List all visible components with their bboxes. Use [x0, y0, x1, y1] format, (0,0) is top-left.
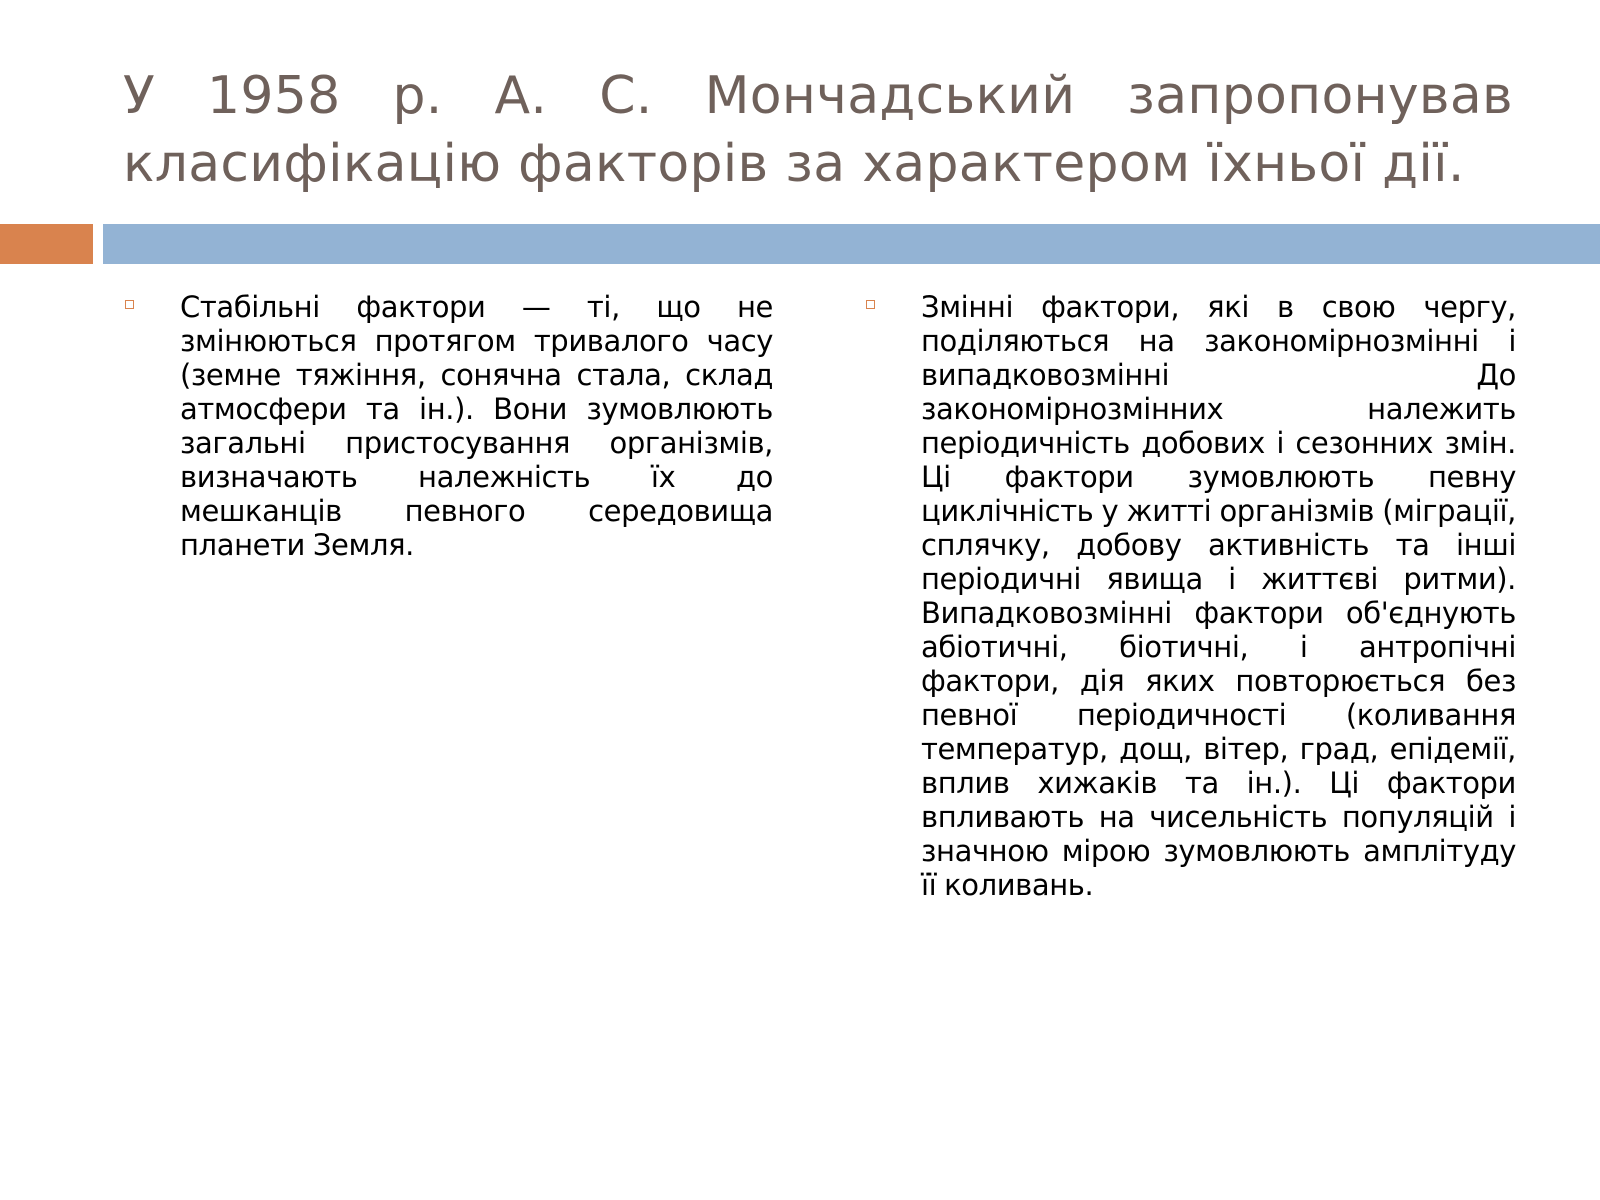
- slide-title: У 1958 р. А. С. Мончадський запропонував класифікацію факторів за характером їхньої дії.: [123, 66, 1513, 194]
- left-column: [125, 290, 773, 562]
- stable-factors-text: Стабільні фактори — ті, що не змінюються протягом тривалого часу (земне тяжіння, сонячна стала, склад атмосфери та ін.). Вони зумовлюють загальні пристосування організмів, визначають належність їх до мешканців певного середовища планети Земля.: [180, 290, 773, 562]
- right-column: [866, 290, 1516, 902]
- hollow-square-bullet-icon: [866, 300, 875, 309]
- hollow-square-bullet-icon: [125, 300, 134, 309]
- accent-bar: [0, 224, 93, 264]
- header-rule-bar: [103, 224, 1600, 264]
- variable-factors-text: Змінні фактори, які в свою чергу, поділяються на закономірнозмінні і випадковозмінні До закономірнозмінних належить періодичність добових і сезонних змін. Ці фактори зумовлюють певну циклічність у житті організмів (міграції, сплячку, добову активність та інші періодичні явища і життєві ритми). Випадковозмінні фактори об'єднують абіотичні, біотичні, і антропічні фактори, дія яких повторюється без певної періодичності (коливання температур, дощ, вітер, град, епідемії, вплив хижаків та ін.). Ці фактори впливають на чисельність популяцій і значною мірою зумовлюють амплітуду її коливань.: [921, 290, 1516, 902]
